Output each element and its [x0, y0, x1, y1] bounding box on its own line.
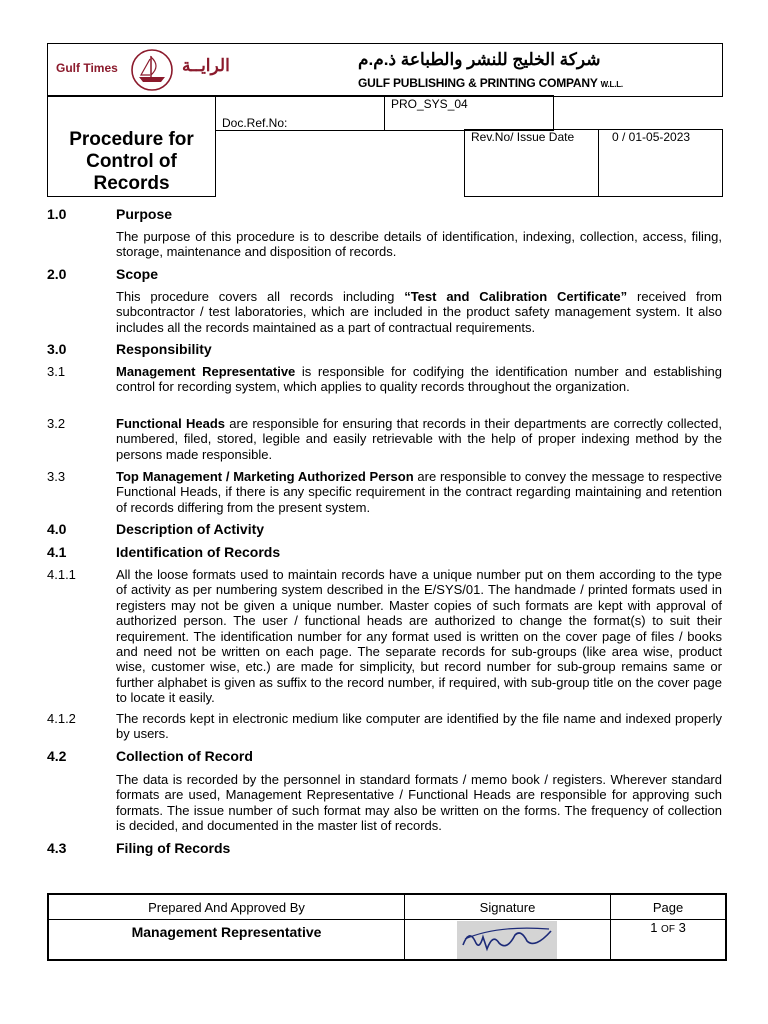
- dhow-emblem-icon: [130, 48, 174, 92]
- responsibility-tm-text: Top Management / Marketing Authorized Person are responsible to convey the message to respective Functional Heads, if there is any specific requirement in the contract regarding maintaining and retention of records differing from the present system.: [116, 469, 722, 515]
- signature-image: [457, 921, 557, 959]
- prepared-column: [49, 895, 405, 959]
- company-name-english: GULF PUBLISHING & PRINTING COMPANY W.L.L.: [358, 76, 623, 90]
- responsibility-mr-text: Management Representative is responsible for codifying the identification number and establishing control for recording system, which applies to quality records throughout the organization.: [116, 364, 723, 395]
- signature-label: Signature: [479, 900, 536, 915]
- page-number: 1 OF 3: [650, 920, 686, 935]
- doc-ref-label: Doc.Ref.No:: [222, 116, 288, 130]
- document-header: [47, 43, 723, 198]
- document-title-box: [47, 95, 216, 197]
- collection-text: The data is recorded by the personnel in standard formats / memo book / registers. Wherever standard formats are used, Management Representative / Functional Heads are responsible for approving such formats. The issue number of such format may also be written on the forms. The frequency of collection is decided, and documented in the master list of records.: [116, 772, 722, 834]
- prepared-value: Management Representative: [131, 924, 322, 940]
- item-number: 4.1.1: [47, 567, 76, 582]
- prepared-label: Prepared And Approved By: [148, 900, 305, 915]
- responsibility-fh-text: Functional Heads are responsible for ensuring that records in their departments are correctly collected, numbered, filed, stored, legible and easily retrievable with the help of proper indexing method by the persons made responsible.: [116, 416, 722, 462]
- page-column: [611, 895, 725, 959]
- item-number: 3.1: [47, 364, 66, 379]
- page-label: Page: [652, 900, 684, 915]
- document-title: Procedure for Control of Records: [69, 129, 194, 194]
- approval-footer: [47, 893, 727, 961]
- electronic-records-text: The records kept in electronic medium like computer are identified by the file name and indexed properly by users.: [116, 711, 722, 742]
- item-number: 3.2: [47, 416, 66, 431]
- company-name-arabic: شركة الخليج للنشر والطباعة ذ.م.م: [358, 50, 601, 69]
- rev-label: Rev.No/ Issue Date: [471, 130, 575, 144]
- gulf-times-logo: Gulf Times: [56, 61, 118, 75]
- rev-value: 0 / 01-05-2023: [612, 130, 691, 144]
- doc-ref-value-cell: [384, 95, 554, 131]
- rev-value-cell: [598, 129, 723, 197]
- item-number: 4.1.2: [47, 711, 76, 726]
- scope-text: This procedure covers all records including “Test and Calibration Certificate” received from subcontractor / test laboratories, which are included in the product safety management system. It also includes all the records maintained as a part of contractual requirements.: [116, 289, 722, 335]
- company-banner: [47, 43, 723, 97]
- item-number: 3.3: [47, 469, 66, 484]
- doc-ref-label-cell: [215, 95, 385, 131]
- signature-column: [405, 895, 611, 959]
- al-raya-logo: الرايــة: [182, 56, 230, 75]
- doc-ref-value: PRO_SYS_04: [391, 97, 468, 111]
- purpose-text: The purpose of this procedure is to describe details of identification, indexing, collection, access, filing, storage, maintenance and disposition of records.: [116, 229, 722, 260]
- identification-text: All the loose formats used to maintain records have a unique number put on them according to the type of activity as per numbering system described in the E/SYS/01. The handmade / printed formats used in registers may not be given a unique number. Master copies of such formats are kept with approval of authorized person. The user / functional heads are authorized to change the format(s) to suit their requirement. The identification number for any format used is written on the cover page of files / books and need not be written on each page. The separate records for sub-groups (like area wise, product wise, customer wise, etc.) are made for simplicity, but record number for sub-group remains same or further alphabet is given as suffix to the record number, if required, with sub-group title on the cover page to locate it easily.: [116, 567, 722, 706]
- rev-label-cell: [464, 129, 599, 197]
